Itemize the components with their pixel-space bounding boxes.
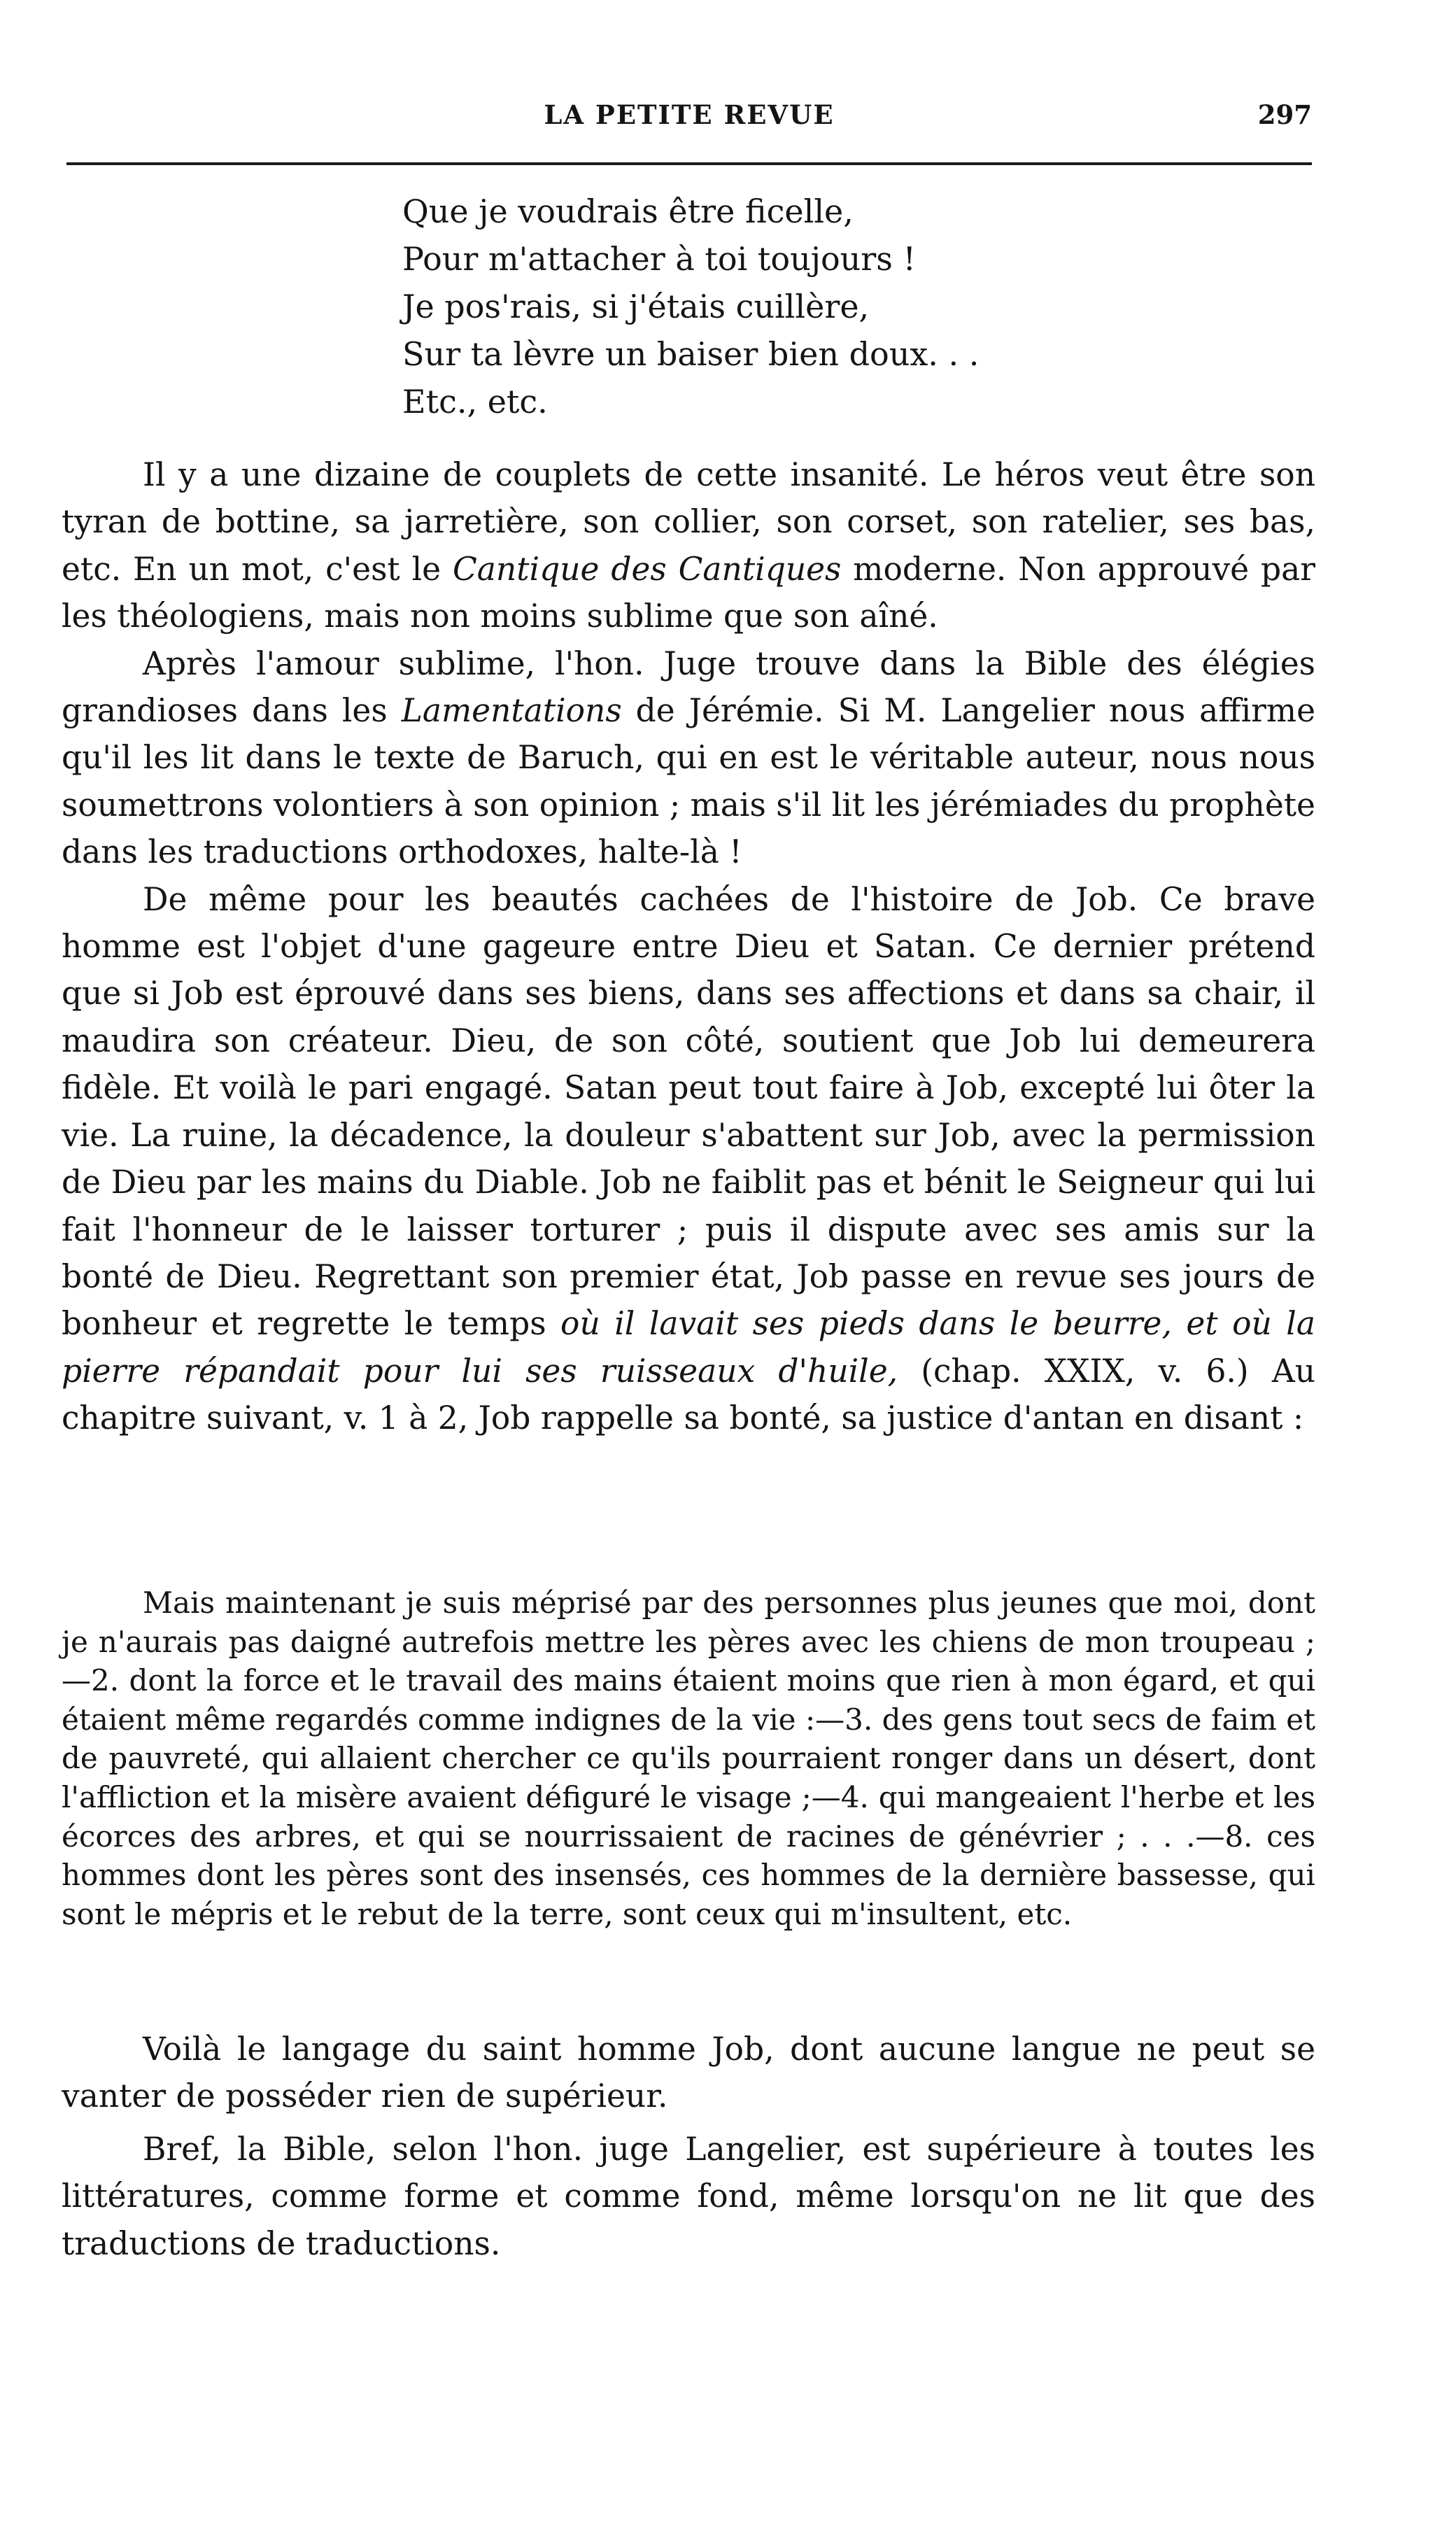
paragraph-job-a: De même pour les beautés cachées de l'histoire de Job. Ce brave homme est l'objet d'une gageure entre Dieu et Satan. Ce dernier prétend que si Job est éprouvé dans ses biens, dans ses affections et dans sa chair, il maudira son créateur. Dieu, de son côté, soutient que Job lui demeurera fidèle. Et voilà le pari engagé. Satan peut tout faire à Job, excepté lui ôter la vie. La ruine, la décadence, la douleur s'abattent sur Job, avec la permission de Dieu par les mains du Diable. Job ne faiblit pas et bénit le Seigneur qui lui fait l'honneur de le laisser torturer ; puis il dispute avec ses amis sur la bonté de Dieu. Regrettant son premier état, Job passe en revue ses jours de bonheur et regrette le temps: [62, 880, 1315, 1343]
quote-text: Mais maintenant je suis méprisé par des personnes plus jeunes que moi, dont je n'aurais pas daigné autrefois mettre les pères avec les chiens de mon troupeau ;—2. dont la force et le travail des mains étaient moins que rien à mon égard, et qui étaient même regardés comme indignes de la vie :—3. des gens tout secs de faim et de pauvreté, qui allaient chercher ce qu'ils pourraient ronger dans un désert, dont l'affliction et la misère avaient défiguré le visage ;—4. qui mangeaient l'herbe et les écorces des arbres, et qui se nourrissaient de racines de génévrier ; . . .—8. ces hommes dont les pères sont des insensés, ces hommes de la dernière bassesse, qui sont le mépris et le rebut de la terre, sont ceux qui m'insultent, etc.: [62, 1586, 1315, 1931]
song-verse: [402, 188, 979, 425]
job-citation: où il lavait ses pieds dans le beurre, et où la pierre répandait pour lui ses ruisseaux d'huile,: [62, 1305, 1315, 1390]
verse-line-5: Etc., etc.: [402, 383, 548, 421]
paragraph-cantique-a: Il y a une dizaine de couplets de cette insanité. Le héros veut être son tyran de bottine, sa jarretière, son collier, son corset, son ratelier, ses bas, etc. En un mot, c'est le: [62, 456, 1315, 588]
running-title: LA PETITE REVUE: [544, 99, 835, 130]
page-number: 297: [1257, 99, 1312, 130]
verse-line-4: Sur ta lèvre un baiser bien doux. . .: [402, 335, 980, 373]
body-text: [62, 451, 1315, 1442]
paragraph-langage: Voilà le langage du saint homme Job, dont aucune langue ne peut se vanter de posséder rien de supérieur.: [62, 2031, 1315, 2115]
paragraph-job-b: (chap. XXIX, v. 6.) Au chapitre suivant, v. 1 à 2, Job rappelle sa bonté, sa justice d'antan en disant :: [62, 1352, 1315, 1437]
paragraph-lamentations: [62, 640, 1315, 876]
paragraph-cantique: [62, 451, 1315, 640]
paragraph-lamentations-b: de Jérémie. Si M. Langelier nous affirme qu'il les lit dans le texte de Baruch, qui en est le véritable auteur, nous nous soumettrons volontiers à son opinion ; mais s'il lit les jérémiades du prophète dans les traductions orthodoxes, halte-là !: [62, 692, 1315, 871]
block-quote: [62, 1583, 1315, 1933]
paragraph-job: [62, 876, 1315, 1442]
verse-line-3: Je pos'rais, si j'étais cuillère,: [402, 288, 870, 325]
paragraph-cantique-b: moderne. Non approuvé par les théologiens, mais non moins sublime que son aîné.: [62, 550, 1315, 635]
header-rule: [66, 162, 1312, 165]
verse-line-2: Pour m'attacher à toi toujours !: [402, 240, 916, 278]
closing-text: [62, 2026, 1315, 2273]
paragraph-bref: Bref, la Bible, selon l'hon. juge Langelier, est supérieure à toutes les littératures, comme forme et comme fond, même lorsqu'on ne lit que des traductions de traductions.: [62, 2130, 1315, 2262]
page-header: [66, 99, 1312, 141]
lamentations-title: Lamentations: [401, 692, 622, 730]
paragraph-lamentations-a: Après l'amour sublime, l'hon. Juge trouve dans la Bible des élégies grandioses dans les: [62, 644, 1315, 730]
verse-line-1: Que je voudrais être ficelle,: [402, 192, 854, 230]
cantique-title: Cantique des Cantiques: [452, 550, 842, 588]
